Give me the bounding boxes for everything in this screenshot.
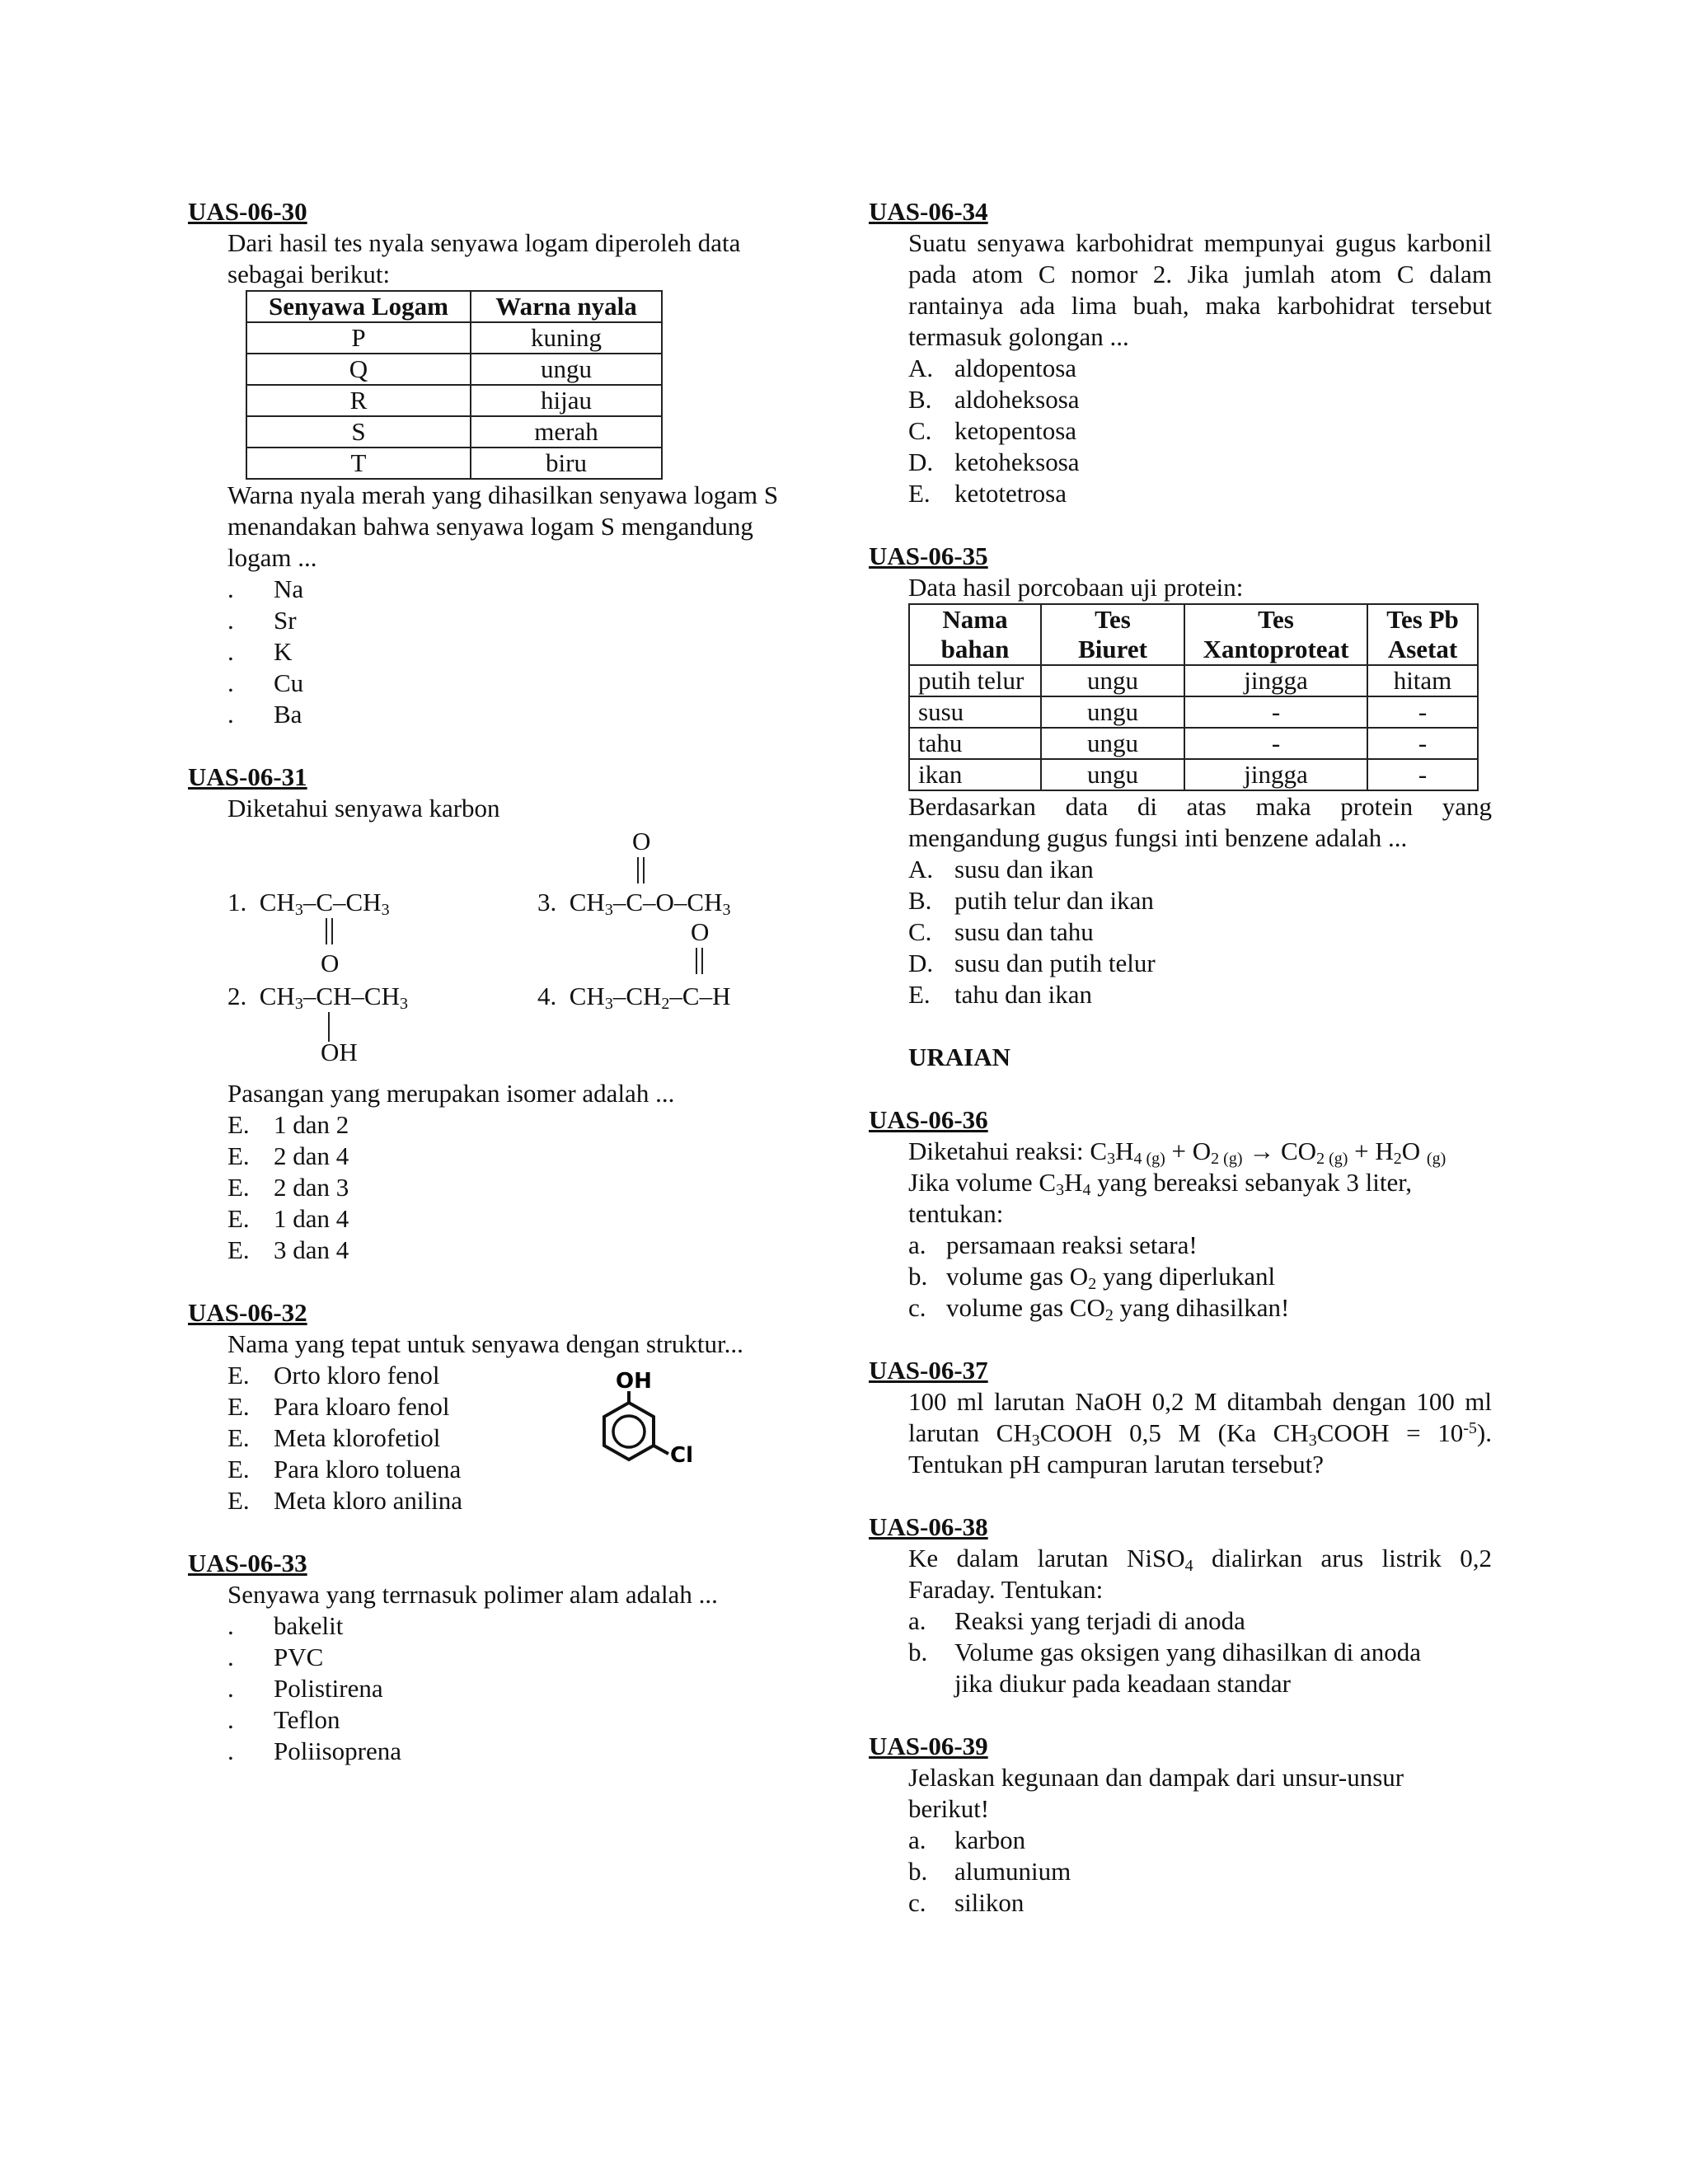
answer-option[interactable] (188, 1736, 823, 1767)
option-label: . (227, 700, 234, 729)
option-text: Cu (274, 668, 304, 697)
option-text: susu dan tahu (954, 917, 1094, 946)
table-cell: - (1367, 728, 1478, 759)
option-label: . (227, 1611, 234, 1640)
item-label: c. (908, 1888, 926, 1917)
option-text: Meta klorofetiol (274, 1423, 441, 1452)
option-text: ketoheksosa (954, 448, 1080, 476)
answer-option[interactable] (188, 605, 823, 636)
question-intro: Diketahui senyawa karbon (227, 794, 500, 823)
table-cell: T (246, 448, 471, 479)
question-text: Nama yang tepat untuk senyawa dengan struktur... (227, 1329, 743, 1358)
item-text: Volume gas oksigen yang dihasilkan di anoda jika diukur pada keadaan standar (954, 1638, 1421, 1698)
header-line: Tes (1095, 605, 1131, 634)
answer-option[interactable] (188, 1673, 823, 1704)
item-text: Reaksi yang terjadi di anoda (954, 1606, 1245, 1635)
table-cell: - (1184, 728, 1367, 759)
question-id: UAS-06-35 (869, 541, 988, 570)
table-cell: jingga (1184, 759, 1367, 790)
table-header-row (909, 604, 1478, 665)
answer-option[interactable] (869, 854, 1492, 885)
question-id: UAS-06-38 (869, 1512, 988, 1541)
item-label: b. (908, 1638, 928, 1666)
aromatic-circle (613, 1416, 645, 1447)
answer-option[interactable] (188, 1485, 823, 1516)
option-label: . (227, 637, 234, 666)
table-cell: - (1184, 696, 1367, 728)
table-cell: ungu (1041, 728, 1184, 759)
option-label: E. (227, 1204, 250, 1233)
option-text: Ba (274, 700, 302, 729)
table-cell: P (246, 322, 471, 354)
option-label: . (227, 606, 234, 635)
option-label: E. (227, 1392, 250, 1421)
option-label: E. (908, 479, 931, 508)
question-34 (869, 196, 1492, 509)
table-row (246, 385, 662, 416)
answer-option[interactable] (188, 1172, 823, 1203)
question-text: Jelaskan kegunaan dan dampak dari unsur-unsur berikut! (908, 1763, 1404, 1823)
table-row (246, 416, 662, 448)
answer-option[interactable] (869, 353, 1492, 384)
table-row (909, 696, 1478, 728)
table-header-row (246, 291, 662, 322)
left-column (188, 196, 823, 1798)
compound-1: 1. $CH_3-C-CH_3$ (227, 888, 390, 919)
option-label: E. (227, 1486, 250, 1515)
question-id: UAS-06-34 (869, 197, 988, 226)
question-39 (869, 1731, 1492, 1919)
answer-option[interactable] (188, 1360, 823, 1391)
option-label: E. (227, 1423, 250, 1452)
question-text: 100 ml larutan NaOH 0,2 M ditambah dengan 100 ml larutan $CH_3COOH$ 0,5 M (Ka $CH_3COOH = 10^{-5}$). Tentukan pH campuran larutan tersebut? (908, 1387, 1492, 1479)
question-32 (188, 1297, 823, 1516)
table-header (1367, 604, 1478, 665)
right-column (869, 196, 1492, 1950)
header-line: Asetat (1387, 635, 1458, 663)
option-text: Orto kloro fenol (274, 1361, 440, 1390)
item-label: c. (908, 1293, 926, 1322)
section-heading: URAIAN (908, 1043, 1010, 1071)
table-cell: putih telur (909, 665, 1041, 696)
option-label: E. (227, 1110, 250, 1139)
question-text: Jika volume $C_3H_4$ yang bereaksi sebanyak 3 liter, tentukan: (908, 1168, 1413, 1228)
item-label: b. (908, 1262, 928, 1291)
item-text: silikon (954, 1888, 1025, 1917)
question-36 (869, 1104, 1492, 1324)
answer-option[interactable] (188, 1704, 823, 1736)
option-label: . (227, 1705, 234, 1734)
table-cell: susu (909, 696, 1041, 728)
table-header: Warna nyala (471, 291, 662, 322)
answer-option[interactable] (188, 1391, 823, 1422)
table-row (246, 354, 662, 385)
answer-option[interactable] (869, 948, 1492, 979)
answer-item (869, 1230, 1492, 1261)
option-label: C. (908, 416, 932, 445)
double-bond (637, 857, 639, 883)
option-label: E. (908, 980, 931, 1009)
oxygen-atom: O (632, 827, 651, 855)
option-text: K (274, 637, 293, 666)
table-header (1041, 604, 1184, 665)
option-text: 3 dan 4 (274, 1235, 349, 1264)
question-text: Senyawa yang terrnasuk polimer alam adalah ... (227, 1580, 718, 1609)
header-line: Nama (942, 605, 1008, 634)
table-cell: ungu (471, 354, 662, 385)
hydroxyl-group: OH (321, 1038, 358, 1066)
protein-test-table (908, 603, 1479, 791)
table-cell: jingga (1184, 665, 1367, 696)
option-text: Sr (274, 606, 297, 635)
reaction-equation: Diketahui reaksi: $C_3H_{4 (g)} + O_{2 (g)} \to CO_{2 (g)} + H_2O$ $_{(g)}$ (908, 1137, 1447, 1168)
header-line: Tes Pb (1386, 605, 1459, 634)
header-line: Tes (1258, 605, 1294, 634)
table-row (909, 728, 1478, 759)
option-text: tahu dan ikan (954, 980, 1093, 1009)
option-label: . (227, 668, 234, 697)
question-31 (188, 762, 823, 1266)
question-id: UAS-06-31 (188, 762, 307, 791)
item-label: a. (908, 1825, 926, 1854)
question-37 (869, 1355, 1492, 1480)
question-id: UAS-06-36 (869, 1105, 988, 1134)
option-text: 1 dan 4 (274, 1204, 349, 1233)
option-text: Na (274, 574, 304, 603)
option-label: . (227, 1736, 234, 1765)
option-label: . (227, 574, 234, 603)
item-label: a. (908, 1606, 926, 1635)
compound-2: 2. $CH_3-CH-CH_3$ (227, 982, 408, 1013)
double-bond (701, 948, 703, 974)
item-text-part: volume gas CO (946, 1293, 1105, 1322)
option-label: D. (908, 949, 934, 977)
answer-option[interactable] (188, 636, 823, 668)
table-cell: R (246, 385, 471, 416)
answer-option[interactable] (188, 1109, 823, 1141)
answer-item (869, 1637, 1492, 1699)
double-bond (326, 918, 327, 944)
option-text: Meta kloro anilina (274, 1486, 462, 1515)
answer-option[interactable] (188, 1422, 823, 1454)
option-text: susu dan ikan (954, 855, 1094, 883)
question-38 (869, 1511, 1492, 1699)
option-text: Poliisoprena (274, 1736, 401, 1765)
option-text: bakelit (274, 1611, 344, 1640)
option-label: . (227, 1643, 234, 1671)
benzene-ring (604, 1403, 654, 1460)
answer-option[interactable] (188, 699, 823, 730)
header-line: Biuret (1078, 635, 1147, 663)
answer-option[interactable] (188, 1642, 823, 1673)
table-cell: S (246, 416, 471, 448)
option-text: ketopentosa (954, 416, 1077, 445)
option-label: E. (227, 1141, 250, 1170)
answer-item (869, 1292, 1492, 1324)
option-text: Para kloaro fenol (274, 1392, 450, 1421)
question-id: UAS-06-30 (188, 197, 307, 226)
option-label: E. (227, 1173, 250, 1202)
option-label: E. (227, 1455, 250, 1483)
table-cell: biru (471, 448, 662, 479)
question-id: UAS-06-39 (869, 1732, 988, 1760)
option-label: A. (908, 354, 934, 382)
answer-option[interactable] (188, 1454, 823, 1485)
option-text: 1 dan 2 (274, 1110, 349, 1139)
answer-option[interactable] (188, 1141, 823, 1172)
question-text: Ke dalam larutan NiSO$_4$ dialirkan arus listrik 0,2 Faraday. Tentukan: (908, 1544, 1492, 1604)
table-cell: kuning (471, 322, 662, 354)
answer-option[interactable] (869, 447, 1492, 478)
question-33 (188, 1548, 823, 1767)
answer-option[interactable] (869, 979, 1492, 1010)
compound-3: 3. $CH_3-C-O-CH_3$ (537, 888, 731, 919)
oxygen-atom: O (691, 917, 710, 946)
table-cell: hijau (471, 385, 662, 416)
question-text: Pasangan yang merupakan isomer adalah ... (227, 1079, 675, 1108)
oxygen-atom: O (321, 949, 340, 977)
item-text: persamaan reaksi setara! (946, 1230, 1198, 1259)
answer-option[interactable] (188, 1610, 823, 1642)
compound-4: 4. $CH_3-CH_2-C-H$ (537, 982, 731, 1013)
answer-option[interactable] (869, 415, 1492, 447)
answer-option[interactable] (869, 384, 1492, 415)
option-text: ketotetrosa (954, 479, 1067, 508)
table-cell: hitam (1367, 665, 1478, 696)
option-label: B. (908, 886, 932, 915)
table-cell: ungu (1041, 696, 1184, 728)
option-text: PVC (274, 1643, 324, 1671)
question-id: UAS-06-32 (188, 1298, 307, 1327)
answer-option[interactable] (188, 1235, 823, 1266)
option-text: Para kloro toluena (274, 1455, 462, 1483)
double-bond (643, 857, 645, 883)
double-bond (696, 948, 697, 974)
option-label: E. (227, 1235, 250, 1264)
answer-item (869, 1261, 1492, 1292)
item-label: a. (908, 1230, 926, 1259)
question-text: Warna nyala merah yang dihasilkan senyawa logam S menandakan bahwa senyawa logam S mengandung logam ... (227, 480, 779, 572)
option-label: A. (908, 855, 934, 883)
option-label: C. (908, 917, 932, 946)
item-text: volume gas $CO_2$ yang dihasilkan! (946, 1293, 1290, 1324)
table-row (909, 665, 1478, 696)
option-text: Polistirena (274, 1674, 383, 1703)
answer-item (869, 1856, 1492, 1887)
item-text: karbon (954, 1825, 1026, 1854)
table-header (909, 604, 1041, 665)
table-cell: ungu (1041, 665, 1184, 696)
chlorophenol-structure (575, 1370, 715, 1485)
question-id: UAS-06-37 (869, 1356, 988, 1385)
answer-option[interactable] (869, 916, 1492, 948)
answer-option[interactable] (188, 574, 823, 605)
option-label: . (227, 1674, 234, 1703)
option-text: putih telur dan ikan (954, 886, 1154, 915)
option-text: 2 dan 3 (274, 1173, 349, 1202)
option-text: aldoheksosa (954, 385, 1080, 414)
table-cell: ungu (1041, 759, 1184, 790)
answer-item (869, 1825, 1492, 1856)
header-line: Xantoproteat (1203, 635, 1349, 663)
answer-item (869, 1605, 1492, 1637)
option-text: 2 dan 4 (274, 1141, 349, 1170)
question-intro: Data hasil porcobaan uji protein: (908, 573, 1244, 602)
question-text: Suatu senyawa karbohidrat mempunyai gugus karbonil pada atom C nomor 2. Jika jumlah atom C dalam rantainya ada lima buah, maka karbohidrat tersebut termasuk golongan ... (908, 228, 1492, 351)
option-text: susu dan putih telur (954, 949, 1156, 977)
cl-bond (654, 1446, 668, 1454)
item-text: volume gas $O_2$ yang diperlukanl (946, 1262, 1276, 1293)
flame-test-table (246, 290, 663, 480)
table-header: Senyawa Logam (246, 291, 471, 322)
table-cell: - (1367, 759, 1478, 790)
option-text: aldopentosa (954, 354, 1077, 382)
table-cell: tahu (909, 728, 1041, 759)
answer-option[interactable] (869, 478, 1492, 509)
cl-label: Cl (670, 1443, 693, 1468)
header-line: bahan (940, 635, 1010, 663)
option-label: D. (908, 448, 934, 476)
option-label: B. (908, 385, 932, 414)
table-row (246, 322, 662, 354)
question-35 (869, 541, 1492, 1010)
answer-option[interactable] (188, 1203, 823, 1235)
table-cell: merah (471, 416, 662, 448)
carbon-compounds-figure (227, 824, 823, 1078)
question-text: Berdasarkan data di atas maka protein yang mengandung gugus fungsi inti benzene adalah ... (908, 792, 1492, 852)
table-cell: Q (246, 354, 471, 385)
question-intro: Dari hasil tes nyala senyawa logam diperoleh data sebagai berikut: (227, 228, 741, 288)
table-row (909, 759, 1478, 790)
table-cell: - (1367, 696, 1478, 728)
answer-option[interactable] (869, 885, 1492, 916)
table-row (246, 448, 662, 479)
table-cell: ikan (909, 759, 1041, 790)
answer-option[interactable] (188, 668, 823, 699)
item-label: b. (908, 1857, 928, 1886)
double-bond (331, 918, 333, 944)
option-label: E. (227, 1361, 250, 1390)
option-text: Teflon (274, 1705, 340, 1734)
answer-item (869, 1887, 1492, 1919)
question-30 (188, 196, 823, 730)
table-header (1184, 604, 1367, 665)
oh-label: OH (616, 1370, 652, 1394)
question-id: UAS-06-33 (188, 1549, 307, 1577)
item-text: alumunium (954, 1857, 1071, 1886)
